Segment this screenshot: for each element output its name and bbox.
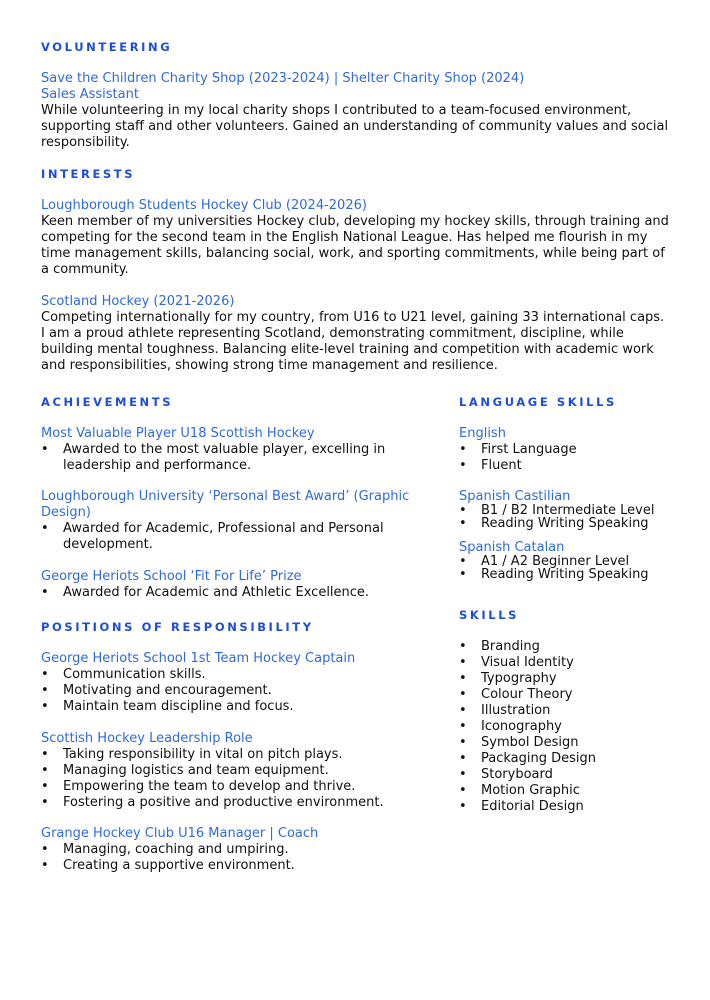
- position-title: Grange Hockey Club U16 Manager | Coach: [41, 826, 319, 841]
- interest-title: Scotland Hockey (2021-2026): [41, 294, 235, 309]
- interest-item: [41, 294, 671, 374]
- skill-item: • Storyboard: [459, 767, 699, 783]
- language-name: English: [459, 426, 506, 441]
- position-item: [41, 731, 451, 811]
- achievement-bullet: • Awarded for Academic, Professional and Personal development.: [41, 521, 421, 553]
- language-name: Spanish Castilian: [459, 489, 571, 504]
- skill-item: • Editorial Design: [459, 799, 699, 815]
- language-name: Spanish Catalan: [459, 540, 565, 555]
- skill-item: • Symbol Design: [459, 735, 699, 751]
- position-bullet: • Maintain team discipline and focus.: [41, 699, 451, 715]
- interest-item: [41, 198, 671, 278]
- position-item: [41, 651, 451, 715]
- volunteering-section: [41, 71, 671, 151]
- language-item: [459, 540, 699, 581]
- position-bullet: • Creating a supportive environment.: [41, 858, 451, 874]
- language-bullet: • B1 / B2 Intermediate Level: [459, 505, 699, 518]
- achievement-item: [41, 426, 451, 474]
- position-bullet: • Empowering the team to develop and thrive.: [41, 779, 451, 795]
- achievement-item: [41, 569, 451, 601]
- achievement-title: Most Valuable Player U18 Scottish Hockey: [41, 426, 315, 441]
- volunteering-title: Save the Children Charity Shop (2023-2024) | Shelter Charity Shop (2024): [41, 71, 525, 86]
- achievement-title: Loughborough University ‘Personal Best Award’ (Graphic Design): [41, 489, 410, 520]
- achievement-item: [41, 489, 421, 553]
- position-bullet: • Managing, coaching and umpiring.: [41, 842, 451, 858]
- language-bullet: • Fluent: [459, 458, 699, 474]
- position-title: Scottish Hockey Leadership Role: [41, 731, 253, 746]
- skill-item: • Colour Theory: [459, 687, 699, 703]
- language-bullet: • A1 / A2 Beginner Level: [459, 556, 699, 569]
- interests-heading: INTERESTS: [41, 167, 136, 181]
- position-bullet: • Taking responsibility in vital on pitch plays.: [41, 747, 451, 763]
- skills-list: [459, 639, 699, 815]
- skill-item: • Illustration: [459, 703, 699, 719]
- skills-heading: SKILLS: [459, 608, 520, 622]
- achievement-bullet: • Awarded to the most valuable player, excelling in leadership and performance.: [41, 442, 451, 474]
- volunteering-role: Sales Assistant: [41, 87, 139, 102]
- position-bullet: • Fostering a positive and productive environment.: [41, 795, 451, 811]
- language-bullet: • Reading Writing Speaking: [459, 518, 699, 531]
- achievement-title: George Heriots School ‘Fit For Life’ Prize: [41, 569, 302, 584]
- skill-item: • Iconography: [459, 719, 699, 735]
- language-skills-heading: LANGUAGE SKILLS: [459, 395, 617, 409]
- language-bullet: • First Language: [459, 442, 699, 458]
- volunteering-body: While volunteering in my local charity shops I contributed to a team-focused environment, supporting staff and other volunteers. Gained an understanding of community values and social responsibility.: [41, 103, 669, 150]
- position-title: George Heriots School 1st Team Hockey Captain: [41, 651, 356, 666]
- interest-body: Keen member of my universities Hockey club, developing my hockey skills, through training and competing for the second team in the English National League. Has helped me flourish in my time management skills, balancing social, work, and sporting commitments, while being part of a community.: [41, 214, 669, 277]
- language-item: [459, 426, 699, 474]
- positions-heading: POSITIONS OF RESPONSIBILITY: [41, 620, 314, 634]
- interest-body: Competing internationally for my country, from U16 to U21 level, gaining 33 international caps. I am a proud athlete representing Scotland, demonstrating commitment, discipline, while building mental toughness. Balancing elite-level training and competition with academic work and responsibilities, showing strong time management and resilience.: [41, 310, 665, 373]
- language-item: [459, 489, 699, 530]
- skill-item: • Typography: [459, 671, 699, 687]
- achievement-bullet: • Awarded for Academic and Athletic Excellence.: [41, 585, 451, 601]
- position-item: [41, 826, 451, 874]
- skill-item: • Motion Graphic: [459, 783, 699, 799]
- achievements-heading: ACHIEVEMENTS: [41, 395, 174, 409]
- skill-item: • Visual Identity: [459, 655, 699, 671]
- skill-item: • Branding: [459, 639, 699, 655]
- language-bullet: • Reading Writing Speaking: [459, 569, 699, 582]
- interest-title: Loughborough Students Hockey Club (2024-2026): [41, 198, 367, 213]
- volunteering-heading: VOLUNTEERING: [41, 40, 173, 54]
- skill-item: • Packaging Design: [459, 751, 699, 767]
- position-bullet: • Managing logistics and team equipment.: [41, 763, 451, 779]
- position-bullet: • Communication skills.: [41, 667, 451, 683]
- position-bullet: • Motivating and encouragement.: [41, 683, 451, 699]
